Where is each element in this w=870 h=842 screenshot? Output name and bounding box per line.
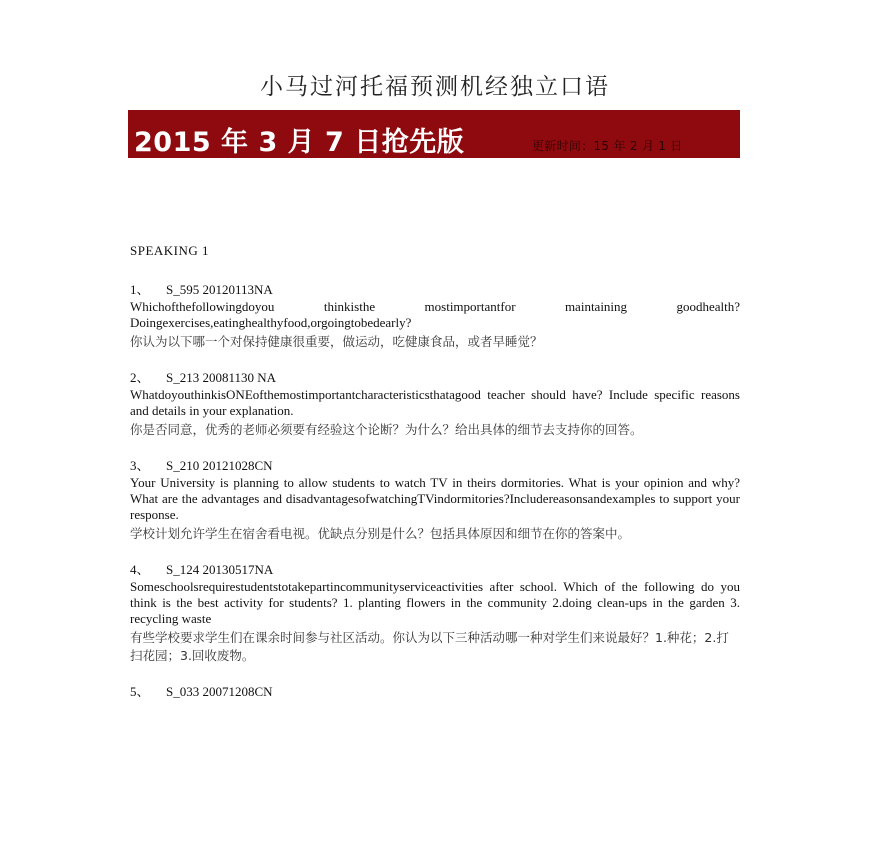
- question-header: [130, 683, 740, 701]
- document-body: [130, 243, 740, 719]
- question-chinese: 有些学校要求学生们在课余时间参与社区活动。你认为以下三种活动哪一种对学生们来说最好？1.种花；2.打扫花园；3.回收废物。: [130, 630, 729, 663]
- question-english: Someschoolsrequirestudentstotakepartincommunityserviceactivities after school. Which of the following do you think is the best activity for students? 1. planting flowers in the community 2.doing clean-ups in the garden 3. recycling waste: [130, 579, 740, 626]
- question-code: S_033 20071208CN: [166, 684, 273, 699]
- question-chinese: 你是否同意，优秀的老师必须要有经验这个论断？为什么？给出具体的细节去支持你的回答。: [130, 422, 643, 437]
- question-code: S_595 20120113NA: [166, 282, 273, 297]
- update-time: 更新时间：15 年 2 月 1 日: [532, 139, 683, 153]
- question-english: WhatdoyouthinkisONEofthemostimportantcharacteristicsthatagood teacher should have? Include specific reasons and details in your explanation.: [130, 387, 740, 418]
- question-header: [130, 281, 740, 299]
- question-item: [130, 281, 740, 351]
- question-chinese: 学校计划允许学生在宿舍看电视。优缺点分别是什么？包括具体原因和细节在你的答案中。: [130, 526, 631, 541]
- question-item: [130, 369, 740, 439]
- document-title: 小马过河托福预测机经独立口语: [260, 74, 610, 100]
- question-item: [130, 457, 740, 543]
- question-number: 4、: [130, 562, 150, 577]
- question-number: 5、: [130, 684, 150, 699]
- question-number: 2、: [130, 370, 150, 385]
- question-item: [130, 561, 740, 665]
- question-header: [130, 369, 740, 387]
- question-code: S_213 20081130 NA: [166, 370, 277, 385]
- question-number: 3、: [130, 458, 150, 473]
- question-header: [130, 561, 740, 579]
- edition-banner: [128, 110, 740, 158]
- question-item: [130, 683, 740, 701]
- question-header: [130, 457, 740, 475]
- edition-date: 2015 年 3 月 7 日抢先版: [134, 127, 465, 158]
- question-chinese: 你认为以下哪一个对保持健康很重要，做运动，吃健康食品，或者早睡觉？: [130, 334, 543, 349]
- question-english: Whichofthefollowingdoyou thinkisthe mostimportantfor maintaining goodhealth?Doingexercises,eatinghealthyfood,orgoingtobedearly?: [130, 299, 740, 330]
- question-code: S_210 20121028CN: [166, 458, 273, 473]
- question-code: S_124 20130517NA: [166, 562, 274, 577]
- section-heading: SPEAKING 1: [130, 243, 210, 258]
- question-number: 1、: [130, 282, 150, 297]
- question-english: Your University is planning to allow students to watch TV in theirs dormitories. What is your opinion and why? What are the advantages and disadvantagesofwatchingTVindormitories?Includereasonsandexamples to support your response.: [130, 475, 740, 522]
